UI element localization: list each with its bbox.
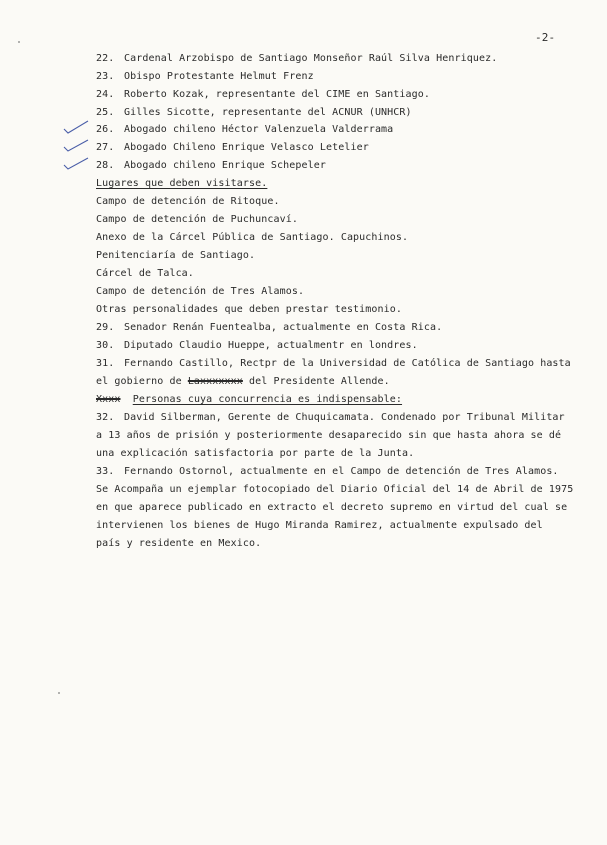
item-text: Cardenal Arzobispo de Santiago Monseñor Raúl Silva Henriquez.	[124, 53, 498, 64]
item-text: Abogado Chileno Enrique Velasco Letelier	[124, 142, 369, 153]
essential-heading-line	[96, 394, 402, 406]
checkmark-icon	[63, 157, 89, 171]
item-number: 28.	[96, 160, 115, 171]
list-item-continuation: a 13 años de prisión y posteriormente desaparecido sin que hasta ahora se dé	[96, 430, 562, 441]
list-item	[96, 89, 430, 101]
item-text: David Silberman, Gerente de Chuquicamata. Condenado por Tribunal Militar	[124, 412, 565, 423]
others-heading: Otras personalidades que deben prestar testimonio.	[96, 304, 403, 315]
place-item: Campo de detención de Tres Alamos.	[96, 286, 305, 297]
paper-speck	[58, 692, 60, 694]
item-text: Fernando Castillo, Rectpr de la Universidad de Católica de Santiago hasta	[124, 358, 571, 369]
list-item-continuation: Se Acompaña un ejemplar fotocopiado del Diario Oficial del 14 de Abril de 1975	[96, 484, 574, 495]
places-heading: Lugares que deben visitarse.	[96, 178, 268, 189]
continuation-text: el gobierno de	[96, 376, 188, 387]
item-number: 32.	[96, 412, 115, 423]
place-item: Cárcel de Talca.	[96, 268, 194, 279]
list-item	[96, 160, 326, 172]
item-text: Roberto Kozak, representante del CIME en Santiago.	[124, 89, 431, 100]
place-item: Campo de detención de Puchuncaví.	[96, 214, 298, 225]
item-text: Obispo Protestante Helmut Frenz	[124, 71, 314, 82]
place-item: Penitenciaría de Santiago.	[96, 250, 256, 261]
list-item-continuation: país y residente en Mexico.	[96, 538, 262, 549]
item-number: 27.	[96, 142, 115, 153]
list-item-continuation: una explicación satisfactoria por parte de la Junta.	[96, 448, 415, 459]
essential-heading: Personas cuya concurrencia es indispensable:	[132, 394, 403, 405]
list-item	[96, 107, 412, 119]
item-number: 30.	[96, 340, 115, 351]
item-number: 26.	[96, 124, 115, 135]
list-item-continuation	[96, 376, 390, 388]
item-text: Abogado chileno Héctor Valenzuela Valderrama	[124, 124, 394, 135]
place-item: Campo de detención de Ritoque.	[96, 196, 280, 207]
list-item	[96, 340, 418, 352]
list-item	[96, 322, 442, 334]
list-item	[96, 412, 565, 424]
list-item	[96, 124, 393, 136]
item-number: 22.	[96, 53, 115, 64]
checkmark-icon	[63, 139, 89, 153]
item-number: 29.	[96, 322, 115, 333]
list-item	[96, 466, 559, 478]
item-number: 33.	[96, 466, 115, 477]
place-item: Anexo de la Cárcel Pública de Santiago. Capuchinos.	[96, 232, 409, 243]
item-number: 24.	[96, 89, 115, 100]
struck-text: Xxxx	[96, 394, 121, 405]
list-item	[96, 53, 497, 65]
item-number: 31.	[96, 358, 115, 369]
continuation-text: del Presidente Allende.	[242, 376, 390, 387]
item-text: Abogado chileno Enrique Schepeler	[124, 160, 326, 171]
item-text: Fernando Ostornol, actualmente en el Campo de detención de Tres Alamos.	[124, 466, 559, 477]
list-item-continuation: intervienen los bienes de Hugo Miranda Ramirez, actualmente expulsado del	[96, 520, 543, 531]
struck-text: Laxxxxxxx	[187, 376, 243, 387]
page-number: -2-	[535, 31, 556, 44]
item-text: Senador Renán Fuentealba, actualmente en Costa Rica.	[124, 322, 443, 333]
list-item	[96, 358, 571, 370]
list-item	[96, 142, 369, 154]
checkmark-icon	[63, 120, 89, 134]
item-text: Diputado Claudio Hueppe, actualmentr en londres.	[124, 340, 418, 351]
list-item	[96, 71, 314, 83]
paper-speck	[18, 41, 20, 43]
list-item-continuation: en que aparece publicado en extracto el decreto supremo en virtud del cual se	[96, 502, 568, 513]
item-text: Gilles Sicotte, representante del ACNUR (UNHCR)	[124, 107, 412, 118]
item-number: 25.	[96, 107, 115, 118]
item-number: 23.	[96, 71, 115, 82]
